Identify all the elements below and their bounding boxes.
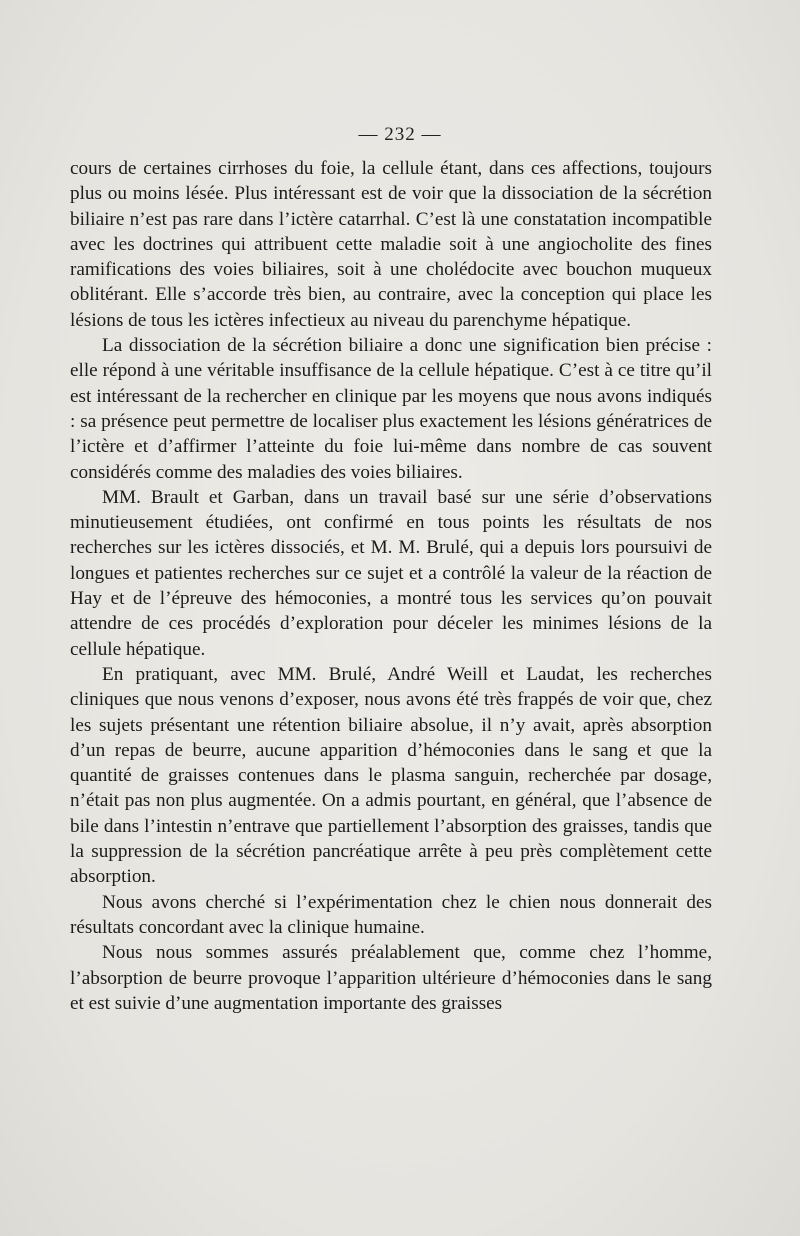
body-text <box>70 156 712 1016</box>
paragraph-1: cours de certaines cirrhoses du foie, la cellule étant, dans ces affections, toujours plus ou moins lésée. Plus intéressant est de voir que la dissociation de la sécrétion biliaire n’est pas rare dans l’ictère catarrhal. C’est là une constatation incompatible avec les doctrines qui attribuent cette maladie soit à une angiocholite des fines ramifications des voies biliaires, soit à une cholédocite avec bouchon muqueux oblitérant. Elle s’accorde très bien, au contraire, avec la conception qui place les lésions de tous les ictères infectieux au niveau du parenchyme hépatique. <box>70 158 712 331</box>
paragraph-4: En pratiquant, avec MM. Brulé, André Weill et Laudat, les recherches cliniques que nous venons d’exposer, nous avons été très frappés de voir que, chez les sujets présentant une rétention biliaire absolue, il n’y avait, après absorption d’un repas de beurre, aucune apparition d’hémoconies dans le sang et que la quantité de graisses contenues dans le plasma sanguin, recherchée par dosage, n’était pas non plus augmentée. On a admis pourtant, en général, que l’absence de bile dans l’intestin n’entrave que partiellement l’absorption des graisses, tandis que la suppression de la sécrétion pancréatique arrête à peu près complètement cette absorption. <box>70 663 712 888</box>
paragraph-5: Nous avons cherché si l’expérimentation chez le chien nous donnerait des résultats concordant avec la clinique humaine. <box>70 891 712 938</box>
page-number: — 232 — <box>358 124 442 145</box>
paragraph-2: La dissociation de la sécrétion biliaire a donc une signification bien précise : elle répond à une véritable insuffisance de la cellule hépatique. C’est à ce titre qu’il est intéressant de la rechercher en clinique par les moyens que nous avons indiqués : sa présence peut permettre de localiser plus exactement les lésions génératrices de l’ictère et d’affirmer l’atteinte du foie lui-même dans nombre de cas souvent considérés comme des maladies des voies biliaires. <box>70 335 712 483</box>
paragraph-3: MM. Brault et Garban, dans un travail basé sur une série d’observations minutieusement étudiées, ont confirmé en tous points les résultats de nos recherches sur les ictères dissociés, et M. M. Brulé, qui a depuis lors poursuivi de longues et patientes recherches sur ce sujet et a contrôlé la valeur de la réaction de Hay et de l’épreuve des hémoconies, a montré tous les services qu’on pouvait attendre de ces procédés d’exploration pour déceler les minimes lésions de la cellule hépatique. <box>70 486 712 660</box>
paragraph-6: Nous nous sommes assurés préalablement que, comme chez l’homme, l’absorption de beurre provoque l’apparition ultérieure d’hémoconies dans le sang et est suivie d’une augmentation importante des graisses <box>70 942 712 1014</box>
